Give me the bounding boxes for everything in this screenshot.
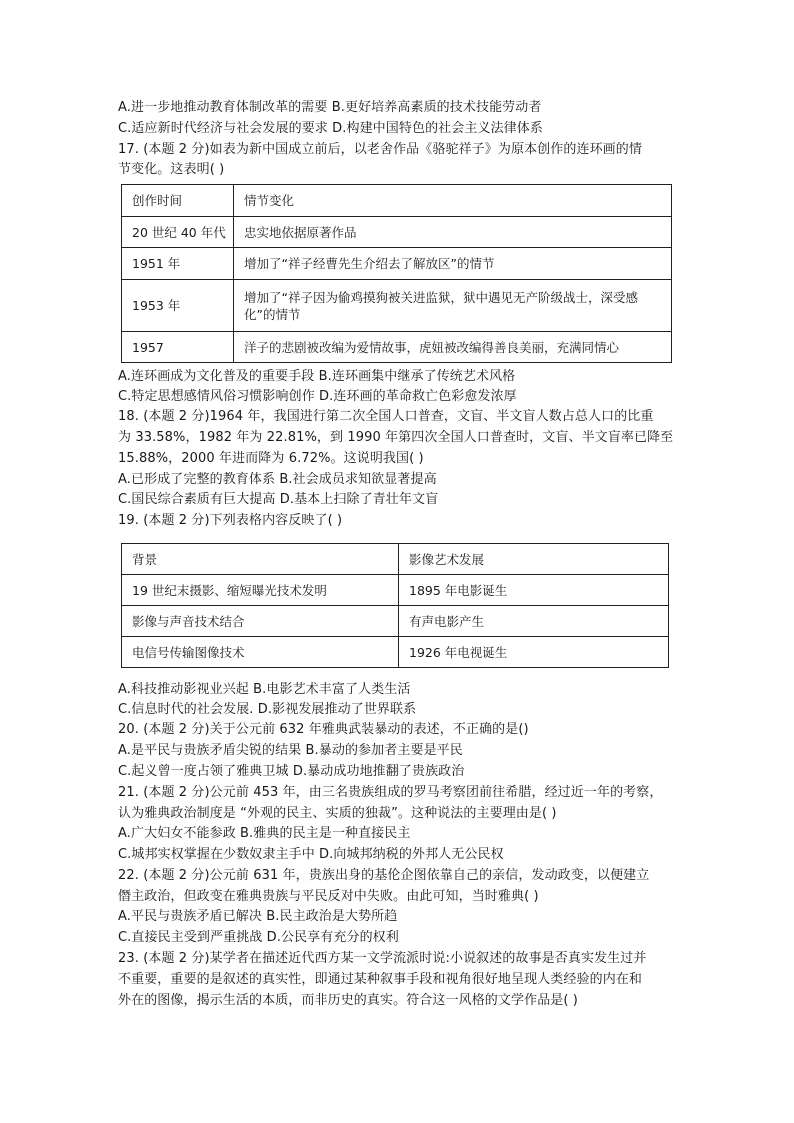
table-cell: 有声电影产生: [399, 606, 669, 637]
table-header-cell: 情节变化: [234, 185, 672, 217]
q18-options-cd: C.国民综合素质有巨大提高 D.基本上扫除了青壮年文盲: [118, 492, 439, 507]
q17-options-ab: A.连环画成为文化普及的重要手段 B.连环画集中继承了传统艺术风格: [118, 369, 516, 384]
table-row: [122, 606, 669, 637]
q17-stem-line1: 17. (本题 2 分)如表为新中国成立前后，以老舍作品《骆驼祥子》为原本创作的连环画的情: [118, 142, 642, 157]
table-cell: [234, 280, 672, 332]
table-row: [122, 280, 672, 332]
q18-stem-line3: 15.88%，2000 年进而降为 6.72%。这说明我国( ): [118, 451, 424, 466]
q23-stem-line2: 不重要，重要的是叙述的真实性，即通过某种叙事手段和视角很好地呈现人类经验的内在和: [118, 972, 643, 987]
q19-options-cd: C.信息时代的社会发展. D.影视发展推动了世界联系: [118, 702, 417, 717]
q21-stem-line2: 认为雅典政治制度是 “外观的民主、实质的独裁”。这种说法的主要理由是( ): [118, 806, 557, 821]
q18-stem-line2: 为 33.58%，1982 年为 22.81%，到 1990 年第四次全国人口普查时，文盲、半文盲率已降至: [118, 430, 674, 445]
q19-stem: 19. (本题 2 分)下列表格内容反映了( ): [118, 513, 343, 528]
q17-table: [121, 184, 672, 363]
table-cell: 1951 年: [122, 248, 234, 280]
table-header-row: [122, 185, 672, 217]
q20-options-ab: A.是平民与贵族矛盾尖锐的结果 B.暴动的参加者主要是平民: [118, 743, 463, 758]
table-header-cell: 影像艺术发展: [399, 544, 669, 575]
q21-options-ab: A.广大妇女不能参政 B.雅典的民主是一种直接民主: [118, 826, 411, 841]
q16-options-ab: A.进一步地推动教育体制改革的需要 B.更好培养高素质的技术技能劳动者: [118, 100, 542, 115]
q19-options-ab: A.科技推动影视业兴起 B.电影艺术丰富了人类生活: [118, 682, 411, 697]
table-cell: 影像与声音技术结合: [122, 606, 399, 637]
q22-stem-line1: 22. (本题 2 分)公元前 631 年，贵族出身的基伦企图依靠自己的亲信，发动政变，以便建立: [118, 868, 650, 883]
table-cell: 20 世纪 40 年代: [122, 217, 234, 248]
table-cell-text: 增加了“祥子因为偷鸡摸狗被关进监狱，狱中遇见无产阶级战士，深受感化”的情节: [244, 289, 638, 322]
table-header-row: [122, 544, 669, 575]
table-cell: 1953 年: [122, 280, 234, 332]
q23-stem-line1: 23. (本题 2 分)某学者在描述近代西方某一文学流派时说:小说叙述的故事是否真实发生过并: [118, 951, 647, 966]
q22-stem-line2: 僭主政治，但政变在雅典贵族与平民反对中失败。由此可知，当时雅典( ): [118, 889, 539, 904]
q22-options-cd: C.直接民主受到严重挑战 D.公民享有充分的权利: [118, 930, 399, 945]
q21-options-cd: C.城邦实权掌握在少数奴隶主手中 D.向城邦纳税的外邦人无公民权: [118, 847, 504, 862]
q17-options-cd: C.特定思想感情风俗习惯影响创作 D.连环画的革命救亡色彩愈发浓厚: [118, 389, 517, 404]
table-cell: 电信号传输图像技术: [122, 637, 399, 668]
table-cell: 19 世纪末摄影、缩短曝光技术发明: [122, 575, 399, 606]
table-row: [122, 248, 672, 280]
q18-options-ab: A.已形成了完整的教育体系 B.社会成员求知欲显著提高: [118, 472, 437, 487]
table-cell: 1957: [122, 332, 234, 363]
table-row: [122, 575, 669, 606]
q23-stem-line3: 外在的图像，揭示生活的本质，而非历史的真实。符合这一风格的文学作品是( ): [118, 993, 578, 1008]
q22-options-ab: A.平民与贵族矛盾已解决 B.民主政治是大势所趋: [118, 909, 398, 924]
table-cell: 1895 年电影诞生: [399, 575, 669, 606]
table-cell: 增加了“祥子经曹先生介绍去了解放区”的情节: [234, 248, 672, 280]
table-row: [122, 637, 669, 668]
table-cell: 1926 年电视诞生: [399, 637, 669, 668]
table-header-cell: 背景: [122, 544, 399, 575]
table-header-cell: 创作时间: [122, 185, 234, 217]
table-cell: 忠实地依据原著作品: [234, 217, 672, 248]
q17-stem-line2: 节变化。这表明( ): [118, 162, 225, 177]
q18-stem-line1: 18. (本题 2 分)1964 年，我国进行第二次全国人口普查，文盲、半文盲人数占总人口的比重: [118, 409, 654, 424]
table-row: [122, 332, 672, 363]
q19-table: [121, 543, 669, 668]
q21-stem-line1: 21. (本题 2 分)公元前 453 年，由三名贵族组成的罗马考察团前往希腊，经过近一年的考察，: [118, 785, 663, 800]
q20-stem: 20. (本题 2 分)关于公元前 632 年雅典武装暴动的表述，不正确的是(): [118, 722, 529, 737]
q20-options-cd: C.起义曾一度占领了雅典卫城 D.暴动成功地推翻了贵族政治: [118, 764, 465, 779]
q16-options-cd: C.适应新时代经济与社会发展的要求 D.构建中国特色的社会主义法律体系: [118, 121, 543, 136]
table-cell: 洋子的悲剧被改编为爱情故事，虎妞被改编得善良美丽，充满同情心: [234, 332, 672, 363]
table-row: [122, 217, 672, 248]
